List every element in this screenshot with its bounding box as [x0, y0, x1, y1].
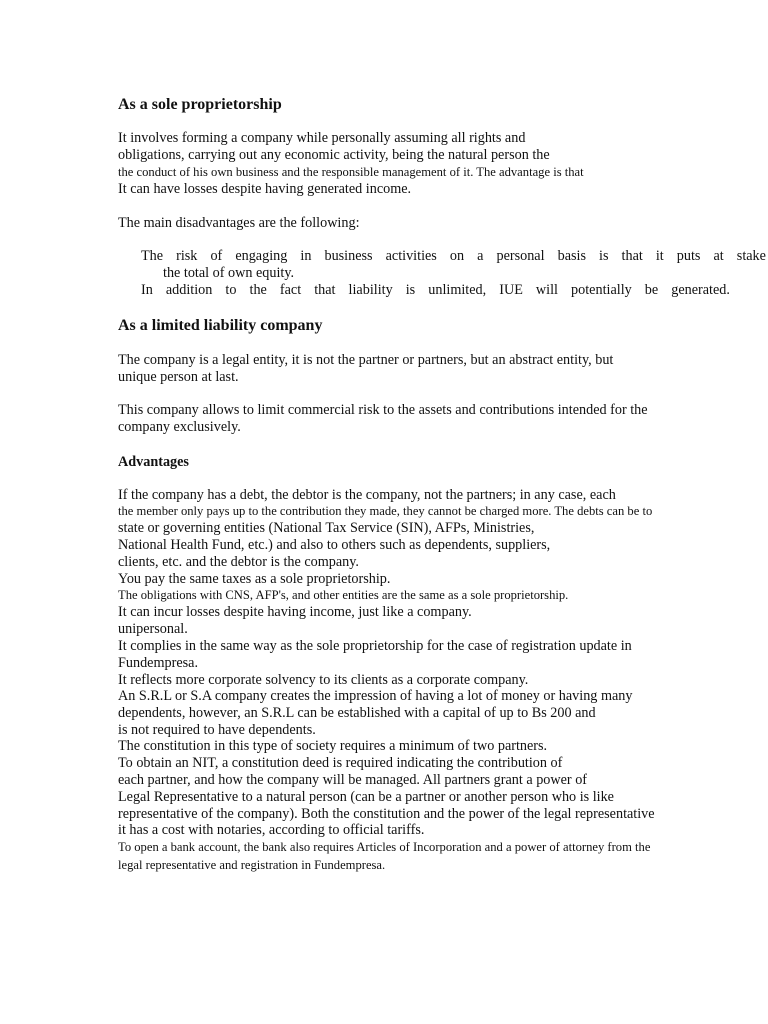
advantages-line: clients, etc. and the debtor is the company. — [118, 554, 359, 570]
advantages-line: It can incur losses despite having income, just like a company. — [118, 604, 472, 620]
list-item-1-line-1 — [141, 248, 766, 265]
advantages-line: the member only pays up to the contribution they made, they cannot be charged more. The debts can be to — [118, 504, 653, 518]
word: is — [599, 248, 609, 264]
advantages-line: Legal Representative to a natural person (can be a partner or another person who is like — [118, 789, 614, 805]
list-item-2-text — [141, 282, 730, 299]
paragraph-line: unique person at last. — [118, 369, 239, 385]
section-title-sole-proprietorship: As a sole proprietorship — [118, 96, 282, 113]
word: the — [249, 282, 267, 298]
advantages-line: each partner, and how the company will be managed. All partners grant a power of — [118, 772, 588, 788]
word: that — [621, 248, 643, 264]
section-title-limited-liability: As a limited liability company — [118, 317, 323, 334]
word: a — [477, 248, 484, 264]
advantages-line: You pay the same taxes as a sole proprietorship. — [118, 571, 391, 587]
word: In — [141, 282, 153, 298]
advantages-line: is not required to have dependents. — [118, 722, 316, 738]
word: will — [535, 282, 558, 298]
word: IUE — [499, 282, 523, 298]
list-item-1 — [141, 248, 766, 265]
list-item-2 — [141, 282, 730, 299]
word: is — [405, 282, 416, 298]
word: basis — [557, 248, 586, 264]
advantages-line: An S.R.L or S.A company creates the impression of having a lot of money or having many — [118, 688, 633, 704]
word: unlimited, — [428, 282, 487, 298]
word: activities — [385, 248, 437, 264]
word: be — [644, 282, 659, 298]
word: on — [449, 248, 465, 264]
word: personal — [496, 248, 545, 264]
paragraph-line: The company is a legal entity, it is not the partner or partners, but an abstract entity, but — [118, 352, 614, 368]
word: The — [141, 248, 164, 264]
word: engaging — [235, 248, 288, 264]
list-item-1-line-2: the total of own equity. — [163, 265, 295, 281]
advantages-line: dependents, however, an S.R.L can be established with a capital of up to Bs 200 and — [118, 705, 596, 721]
advantages-line: Fundempresa. — [118, 655, 198, 671]
advantages-line: National Health Fund, etc.) and also to others such as dependents, suppliers, — [118, 537, 551, 553]
advantages-heading: Advantages — [118, 454, 189, 470]
word: at — [713, 248, 724, 264]
word: it — [655, 248, 664, 264]
advantages-line: The constitution in this type of society requires a minimum of two partners. — [118, 738, 548, 754]
advantages-line: state or governing entities (National Tax Service (SIN), AFPs, Ministries, — [118, 520, 535, 536]
word: liability — [348, 282, 393, 298]
advantages-line: The obligations with CNS, AFP's, and other entities are the same as a sole proprietorship. — [118, 588, 569, 602]
advantages-line: It reflects more corporate solvency to its clients as a corporate company. — [118, 672, 529, 688]
word: puts — [676, 248, 701, 264]
word: business — [324, 248, 373, 264]
word: of — [210, 248, 223, 264]
paragraph-line: It can have losses despite having generated income. — [118, 181, 412, 197]
advantages-line: To obtain an NIT, a constitution deed is required indicating the contribution of — [118, 755, 563, 771]
paragraph-line: It involves forming a company while personally assuming all rights and — [118, 130, 526, 146]
paragraph-line: obligations, carrying out any economic activity, being the natural person the — [118, 147, 550, 163]
word: stake — [736, 248, 766, 264]
word: generated. — [671, 282, 730, 298]
advantages-line: It complies in the same way as the sole proprietorship for the case of registration update in — [118, 638, 632, 654]
advantages-line: legal representative and registration in Fundempresa. — [118, 858, 386, 872]
word: that — [314, 282, 336, 298]
word: addition — [165, 282, 213, 298]
advantages-line: unipersonal. — [118, 621, 188, 637]
disadvantages-intro: The main disadvantages are the following: — [118, 215, 360, 231]
advantages-line: To open a bank account, the bank also requires Articles of Incorporation and a power of attorney from the — [118, 840, 651, 854]
paragraph-line: the conduct of his own business and the responsible management of it. The advantage is that — [118, 165, 584, 179]
paragraph-line: company exclusively. — [118, 419, 241, 435]
paragraph-line: This company allows to limit commercial risk to the assets and contributions intended for the — [118, 402, 648, 418]
word: in — [300, 248, 312, 264]
word: risk — [176, 248, 198, 264]
word: fact — [279, 282, 302, 298]
advantages-line: representative of the company). Both the constitution and the power of the legal representative — [118, 806, 655, 822]
advantages-line: it has a cost with notaries, according to official tariffs. — [118, 822, 425, 838]
word: potentially — [571, 282, 632, 298]
advantages-line: If the company has a debt, the debtor is the company, not the partners; in any case, each — [118, 487, 616, 503]
word: to — [225, 282, 237, 298]
